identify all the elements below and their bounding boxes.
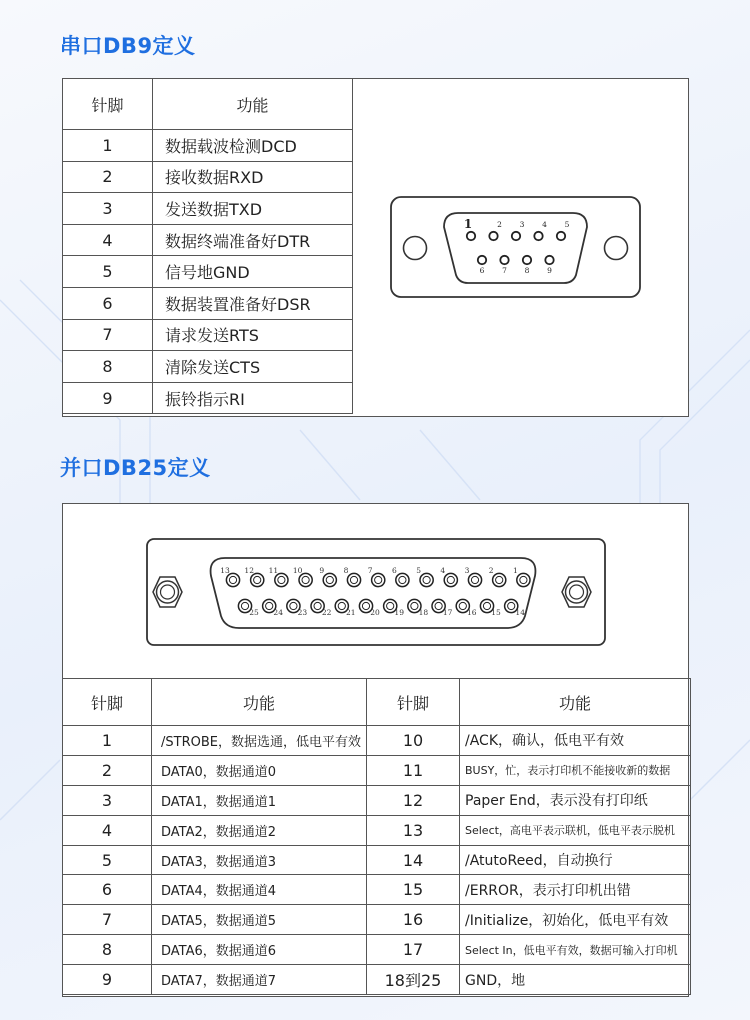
pin-number: 4	[63, 224, 153, 256]
db9-header-pin: 针脚	[63, 79, 153, 130]
db25-pin-socket	[399, 576, 406, 583]
db25-section-title: 并口DB25定义	[60, 456, 211, 480]
db9-pin	[557, 232, 565, 240]
db9-mounting-hole-left	[404, 237, 427, 260]
pin-function: DATA2，数据通道2	[152, 815, 367, 845]
db9-pin	[478, 256, 486, 264]
db9-pin	[545, 256, 553, 264]
db25-pin-socket	[229, 576, 236, 583]
db25-pin-socket	[278, 576, 285, 583]
db25-pin-label: 23	[297, 608, 308, 617]
pin-number: 6	[63, 287, 153, 319]
db25-pin-label: 12	[244, 566, 254, 575]
db25-pin-socket	[254, 576, 261, 583]
db25-pin-socket	[387, 602, 394, 609]
db9-connector-diagram	[388, 193, 648, 303]
pin-function: 请求发送RTS	[153, 319, 353, 351]
db9-pin	[500, 256, 508, 264]
table-row	[63, 130, 353, 162]
pin-number: 8	[63, 935, 152, 965]
pin-function: 发送数据TXD	[153, 193, 353, 225]
db25-header-pin-right: 针脚	[367, 679, 460, 726]
table-row	[63, 193, 353, 225]
db9-pin-label: 2	[497, 220, 502, 229]
table-row	[63, 319, 353, 351]
db25-pin-label: 4	[440, 566, 446, 575]
db25-pin-socket	[459, 602, 466, 609]
db25-pin-label: 8	[343, 566, 349, 575]
db25-pin-socket	[338, 602, 345, 609]
pin-number: 5	[63, 845, 152, 875]
table-row	[63, 905, 691, 935]
db25-pin-socket	[483, 602, 490, 609]
db9-pin-label: 8	[524, 266, 530, 275]
pin-number: 6	[63, 875, 152, 905]
pin-number: 9	[63, 965, 152, 995]
db25-pin-label: 17	[442, 608, 453, 617]
pin-number: 8	[63, 351, 153, 383]
db9-pin	[512, 232, 520, 240]
pin-number: 11	[367, 755, 460, 785]
table-row	[63, 726, 691, 756]
db9-pin	[523, 256, 531, 264]
db25-pin-label: 5	[416, 566, 421, 575]
table-row	[63, 935, 691, 965]
db25-pin-socket	[471, 576, 478, 583]
pin-function: DATA5，数据通道5	[152, 905, 367, 935]
db25-d-sub-face	[211, 558, 536, 628]
db25-pin-label: 2	[488, 566, 494, 575]
table-row	[63, 965, 691, 995]
pin-number: 7	[63, 319, 153, 351]
pin-function: DATA6，数据通道6	[152, 935, 367, 965]
pin-number: 4	[63, 815, 152, 845]
db25-pin-socket	[241, 602, 248, 609]
db25-pin-socket	[423, 576, 430, 583]
pin-number: 13	[367, 815, 460, 845]
db9-pin-label: 6	[479, 266, 485, 275]
db25-pin-socket	[411, 602, 418, 609]
db25-pin-socket	[290, 602, 297, 609]
table-row	[63, 755, 691, 785]
db25-pin-socket	[508, 602, 515, 609]
table-row	[63, 161, 353, 193]
table-row	[63, 382, 353, 414]
db25-pin-label: 24	[273, 608, 283, 617]
db9-pin	[489, 232, 497, 240]
table-row	[63, 785, 691, 815]
pin-function: /ERROR，表示打印机出错	[460, 875, 691, 905]
db25-pin-label: 3	[464, 566, 470, 575]
pin-number: 16	[367, 905, 460, 935]
db9-pin	[467, 232, 475, 240]
pin-number: 5	[63, 256, 153, 288]
table-row	[63, 845, 691, 875]
db9-pin-label: 4	[542, 220, 547, 229]
db25-pin-socket	[362, 602, 369, 609]
db25-pin-label: 13	[220, 566, 230, 575]
pin-number: 1	[63, 130, 153, 162]
pin-function: DATA3，数据通道3	[152, 845, 367, 875]
db25-header-function-right: 功能	[460, 679, 691, 726]
db25-pin-socket	[350, 576, 357, 583]
pin-function: DATA4，数据通道4	[152, 875, 367, 905]
pin-function: 振铃指示RI	[153, 382, 353, 414]
table-row	[63, 224, 353, 256]
db9-section-title: 串口DB9定义	[60, 34, 196, 58]
db9-pin-label: 7	[502, 266, 507, 275]
pin-function: /ACK，确认，低电平有效	[460, 726, 691, 756]
db25-pin-label: 1	[513, 566, 518, 575]
db9-pin	[534, 232, 542, 240]
pin-function: 清除发送CTS	[153, 351, 353, 383]
table-row	[63, 287, 353, 319]
pin-function: Select，高电平表示联机，低电平表示脱机	[460, 815, 691, 845]
db25-pin-label: 16	[467, 608, 477, 617]
pin-number: 9	[63, 382, 153, 414]
pin-function: DATA1，数据通道1	[152, 785, 367, 815]
pin-function: /AtutoReed，自动换行	[460, 845, 691, 875]
db9-pin-label: 3	[519, 220, 525, 229]
db25-pin-label: 21	[346, 608, 356, 617]
db25-pin-socket	[302, 576, 309, 583]
table-row	[63, 256, 353, 288]
pin-function: 数据终端准备好DTR	[153, 224, 353, 256]
pin-function: Paper End，表示没有打印纸	[460, 785, 691, 815]
db9-pin-table	[62, 78, 353, 414]
pin-function: DATA0，数据通道0	[152, 755, 367, 785]
pin-function: 信号地GND	[153, 256, 353, 288]
db25-pin-socket	[266, 602, 273, 609]
table-row	[63, 815, 691, 845]
pin-number: 2	[63, 755, 152, 785]
pin-function: DATA7，数据通道7	[152, 965, 367, 995]
db25-pin-label: 22	[321, 608, 332, 617]
table-row	[63, 351, 353, 383]
db25-pin-socket	[435, 602, 442, 609]
pin-function: 数据装置准备好DSR	[153, 287, 353, 319]
db9-header-function: 功能	[153, 79, 353, 130]
db25-pin-label: 15	[491, 608, 501, 617]
db25-pin-socket	[326, 576, 333, 583]
db25-pin-label: 6	[392, 566, 397, 575]
db25-pin-socket	[314, 602, 321, 609]
pin-number: 12	[367, 785, 460, 815]
db25-pin-table	[62, 678, 691, 995]
db25-pin-socket	[375, 576, 382, 583]
pin-number: 1	[63, 726, 152, 756]
pin-number: 10	[367, 726, 460, 756]
db25-pin-label: 25	[249, 608, 259, 617]
db25-header-function-left: 功能	[152, 679, 367, 726]
pin-function: Select In，低电平有效，数据可输入打印机	[460, 935, 691, 965]
db25-pin-label: 7	[367, 566, 373, 575]
db25-pin-label: 10	[292, 566, 303, 575]
db25-header-pin-left: 针脚	[63, 679, 152, 726]
db25-pin-label: 9	[319, 566, 325, 575]
db9-pin-label: 1	[463, 217, 473, 231]
pin-number: 3	[63, 193, 153, 225]
pin-function: /Initialize，初始化，低电平有效	[460, 905, 691, 935]
db25-screw-right	[562, 577, 591, 607]
db9-pin-label: 9	[547, 266, 552, 275]
pin-function: 数据载波检测DCD	[153, 130, 353, 162]
pin-function: 接收数据RXD	[153, 161, 353, 193]
pin-function: BUSY，忙，表示打印机不能接收新的数据	[460, 755, 691, 785]
db25-pin-socket	[447, 576, 454, 583]
db25-pin-label: 11	[268, 566, 279, 575]
db25-pin-socket	[520, 576, 527, 583]
db9-mounting-hole-right	[605, 237, 628, 260]
db25-screw-left	[153, 577, 182, 607]
db25-pin-label: 20	[370, 608, 380, 617]
pin-number: 3	[63, 785, 152, 815]
db25-pin-socket	[496, 576, 503, 583]
db9-pin-label: 5	[564, 220, 570, 229]
pin-number: 18到25	[367, 965, 460, 995]
pin-number: 15	[367, 875, 460, 905]
pin-number: 14	[367, 845, 460, 875]
db25-pin-label: 14	[515, 608, 525, 617]
db25-pin-label: 18	[418, 608, 429, 617]
table-row	[63, 875, 691, 905]
pin-number: 7	[63, 905, 152, 935]
pin-function: /STROBE，数据选通，低电平有效	[152, 726, 367, 756]
pin-number: 17	[367, 935, 460, 965]
pin-function: GND，地	[460, 965, 691, 995]
db25-pin-label: 19	[394, 608, 404, 617]
db25-connector-diagram	[145, 536, 610, 651]
pin-number: 2	[63, 161, 153, 193]
